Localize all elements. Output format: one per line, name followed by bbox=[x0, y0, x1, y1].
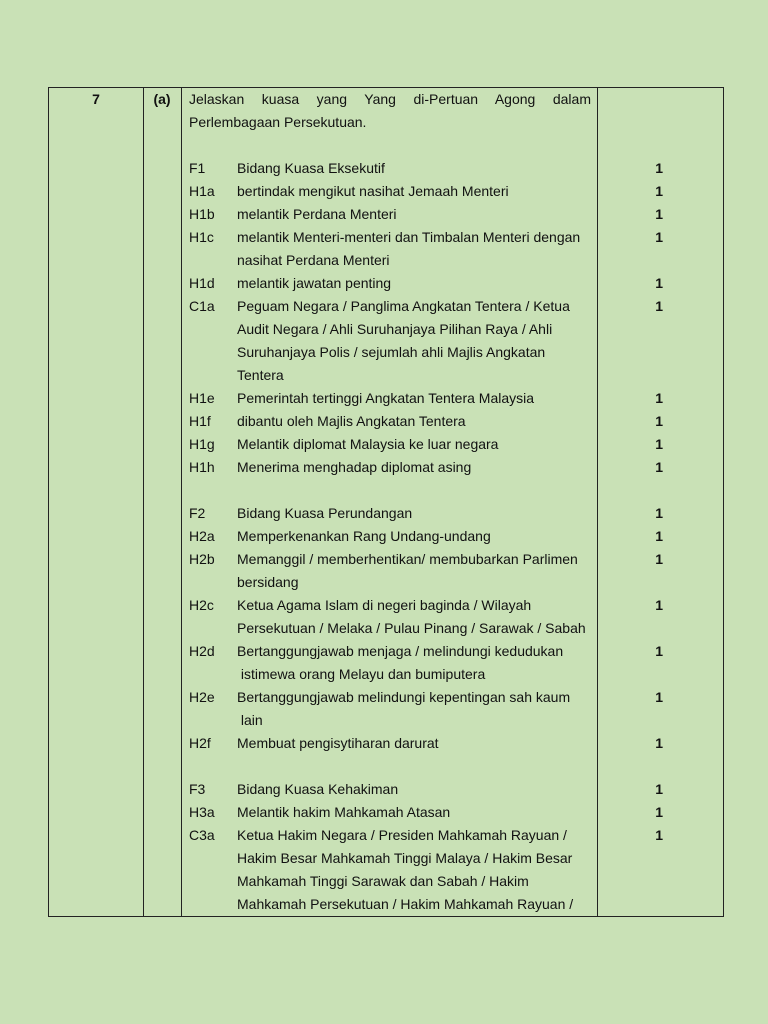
mark-value: 1 bbox=[655, 436, 663, 452]
item-text bbox=[237, 640, 591, 686]
item-code: H1h bbox=[189, 459, 215, 475]
item-text bbox=[237, 295, 591, 387]
question-line-2: Perlembagaan Persekutuan. bbox=[189, 114, 367, 130]
mark-value: 1 bbox=[655, 206, 663, 222]
list-item bbox=[189, 387, 591, 410]
list-item bbox=[189, 778, 591, 801]
item-text bbox=[237, 548, 591, 594]
item-text-line: Ketua Agama Islam di negeri baginda / Wilayah bbox=[237, 597, 532, 613]
item-text bbox=[237, 410, 591, 433]
list-item bbox=[189, 479, 591, 502]
mark-value: 1 bbox=[655, 298, 663, 314]
list-item bbox=[189, 594, 591, 640]
mark-value: 1 bbox=[655, 229, 663, 245]
item-text-line: Bertanggungjawab menjaga / melindungi kedudukan bbox=[237, 643, 564, 659]
list-item bbox=[189, 295, 591, 387]
item-code: F3 bbox=[189, 781, 206, 797]
item-text bbox=[237, 433, 591, 456]
item-text bbox=[237, 226, 591, 272]
item-text-line: nasihat Perdana Menteri bbox=[237, 252, 390, 268]
item-code: C1a bbox=[189, 298, 215, 314]
item-text bbox=[237, 272, 591, 295]
item-text bbox=[237, 824, 591, 916]
item-code: H1a bbox=[189, 183, 215, 199]
item-text-line: Pemerintah tertinggi Angkatan Tentera Malaysia bbox=[237, 390, 535, 406]
mark-value: 1 bbox=[655, 160, 663, 176]
item-text-line: Melantik diplomat Malaysia ke luar negara bbox=[237, 436, 499, 452]
item-code: F1 bbox=[189, 160, 206, 176]
list-item bbox=[189, 157, 591, 180]
item-text bbox=[237, 686, 591, 732]
item-code bbox=[189, 755, 237, 778]
list-item bbox=[189, 502, 591, 525]
item-text-line bbox=[237, 755, 591, 778]
mark-value: 1 bbox=[655, 689, 663, 705]
item-text-line: Peguam Negara / Panglima Angkatan Tentera / Ketua bbox=[237, 298, 570, 314]
item-text bbox=[237, 479, 591, 502]
item-text-line: Audit Negara / Ahli Suruhanjaya Pilihan Raya / Ahli bbox=[237, 321, 553, 337]
item-text-line: istimewa orang Melayu dan bumiputera bbox=[237, 666, 486, 682]
item-text-line bbox=[237, 479, 591, 502]
item-code: H2f bbox=[189, 735, 211, 751]
item-text-line: Hakim Besar Mahkamah Tinggi Malaya / Hakim Besar bbox=[237, 850, 573, 866]
column-divider bbox=[597, 88, 598, 916]
item-code bbox=[189, 479, 237, 502]
item-text bbox=[237, 525, 591, 548]
item-text-line: Ketua Hakim Negara / Presiden Mahkamah Rayuan / bbox=[237, 827, 567, 843]
list-item bbox=[189, 433, 591, 456]
item-text-line: melantik jawatan penting bbox=[237, 275, 392, 291]
item-text-line: bersidang bbox=[237, 574, 299, 590]
item-text-line: Memanggil / memberhentikan/ membubarkan Parlimen bbox=[237, 551, 578, 567]
list-item bbox=[189, 640, 591, 686]
item-text-line: dibantu oleh Majlis Angkatan Tentera bbox=[237, 413, 466, 429]
list-item bbox=[189, 801, 591, 824]
item-text bbox=[237, 778, 591, 801]
list-item bbox=[189, 755, 591, 778]
item-code: H3a bbox=[189, 804, 215, 820]
list-item bbox=[189, 548, 591, 594]
mark-value: 1 bbox=[655, 597, 663, 613]
list-item bbox=[189, 824, 591, 916]
mark-value: 1 bbox=[655, 390, 663, 406]
item-text-line: Memperkenankan Rang Undang-undang bbox=[237, 528, 491, 544]
answer-body bbox=[189, 88, 591, 916]
mark-value: 1 bbox=[655, 827, 663, 843]
item-code: F2 bbox=[189, 505, 206, 521]
item-text bbox=[237, 732, 591, 755]
list-item bbox=[189, 226, 591, 272]
list-item bbox=[189, 686, 591, 732]
item-text bbox=[237, 180, 591, 203]
item-code: C3a bbox=[189, 827, 215, 843]
item-text bbox=[237, 502, 591, 525]
mark-value: 1 bbox=[655, 735, 663, 751]
mark-value: 1 bbox=[655, 275, 663, 291]
item-text bbox=[237, 594, 591, 640]
item-text-line: Bidang Kuasa Kehakiman bbox=[237, 781, 399, 797]
item-code: H1c bbox=[189, 229, 214, 245]
item-text bbox=[237, 203, 591, 226]
item-text-line: bertindak mengikut nasihat Jemaah Menteri bbox=[237, 183, 509, 199]
item-code: H2e bbox=[189, 689, 215, 705]
item-text-line: Membuat pengisytiharan darurat bbox=[237, 735, 439, 751]
mark-value: 1 bbox=[655, 505, 663, 521]
item-text-line: Suruhanjaya Polis / sejumlah ahli Majlis Angkatan bbox=[237, 344, 546, 360]
item-text-line: Bertanggungjawab melindungi kepentingan sah kaum bbox=[237, 689, 571, 705]
answer-table bbox=[48, 87, 724, 917]
item-text-line: Bidang Kuasa Eksekutif bbox=[237, 160, 385, 176]
item-text-line: Mahkamah Persekutuan / Hakim Mahkamah Rayuan / bbox=[237, 896, 574, 912]
item-text bbox=[237, 456, 591, 479]
item-code: H2a bbox=[189, 528, 215, 544]
list-item bbox=[189, 272, 591, 295]
mark-value: 1 bbox=[655, 781, 663, 797]
item-code: H1f bbox=[189, 413, 211, 429]
item-code: H1e bbox=[189, 390, 215, 406]
item-text-line: Melantik hakim Mahkamah Atasan bbox=[237, 804, 451, 820]
item-code: H1b bbox=[189, 206, 215, 222]
mark-value: 1 bbox=[655, 183, 663, 199]
item-code: H1g bbox=[189, 436, 215, 452]
answer-items bbox=[189, 157, 591, 916]
question-part: (a) bbox=[153, 91, 171, 107]
item-text-line: Persekutuan / Melaka / Pulau Pinang / Sarawak / Sabah bbox=[237, 620, 586, 636]
item-code: H2c bbox=[189, 597, 214, 613]
mark-value: 1 bbox=[655, 551, 663, 567]
column-divider bbox=[181, 88, 182, 916]
item-text-line: Menerima menghadap diplomat asing bbox=[237, 459, 472, 475]
mark-value: 1 bbox=[655, 413, 663, 429]
mark-value: 1 bbox=[655, 459, 663, 475]
list-item bbox=[189, 525, 591, 548]
mark-value: 1 bbox=[655, 804, 663, 820]
mark-value: 1 bbox=[655, 643, 663, 659]
item-text-line: Bidang Kuasa Perundangan bbox=[237, 505, 413, 521]
item-text-line: Mahkamah Tinggi Sarawak dan Sabah / Hakim bbox=[237, 873, 529, 889]
list-item bbox=[189, 410, 591, 433]
column-divider bbox=[143, 88, 144, 916]
list-item bbox=[189, 456, 591, 479]
item-text bbox=[237, 387, 591, 410]
question-number: 7 bbox=[92, 91, 100, 107]
item-text bbox=[237, 801, 591, 824]
item-code: H2b bbox=[189, 551, 215, 567]
question-line-1: Jelaskan kuasa yang Yang di-Pertuan Agong dalam bbox=[189, 91, 591, 107]
item-text-line: melantik Menteri-menteri dan Timbalan Menteri dengan bbox=[237, 229, 581, 245]
mark-value: 1 bbox=[655, 528, 663, 544]
item-text-line: melantik Perdana Menteri bbox=[237, 206, 397, 222]
list-item bbox=[189, 732, 591, 755]
list-item bbox=[189, 203, 591, 226]
item-text bbox=[237, 755, 591, 778]
item-code: H2d bbox=[189, 643, 215, 659]
list-item bbox=[189, 180, 591, 203]
item-text-line: Tentera bbox=[237, 367, 284, 383]
item-text-line: lain bbox=[237, 712, 263, 728]
item-code: H1d bbox=[189, 275, 215, 291]
item-text bbox=[237, 157, 591, 180]
